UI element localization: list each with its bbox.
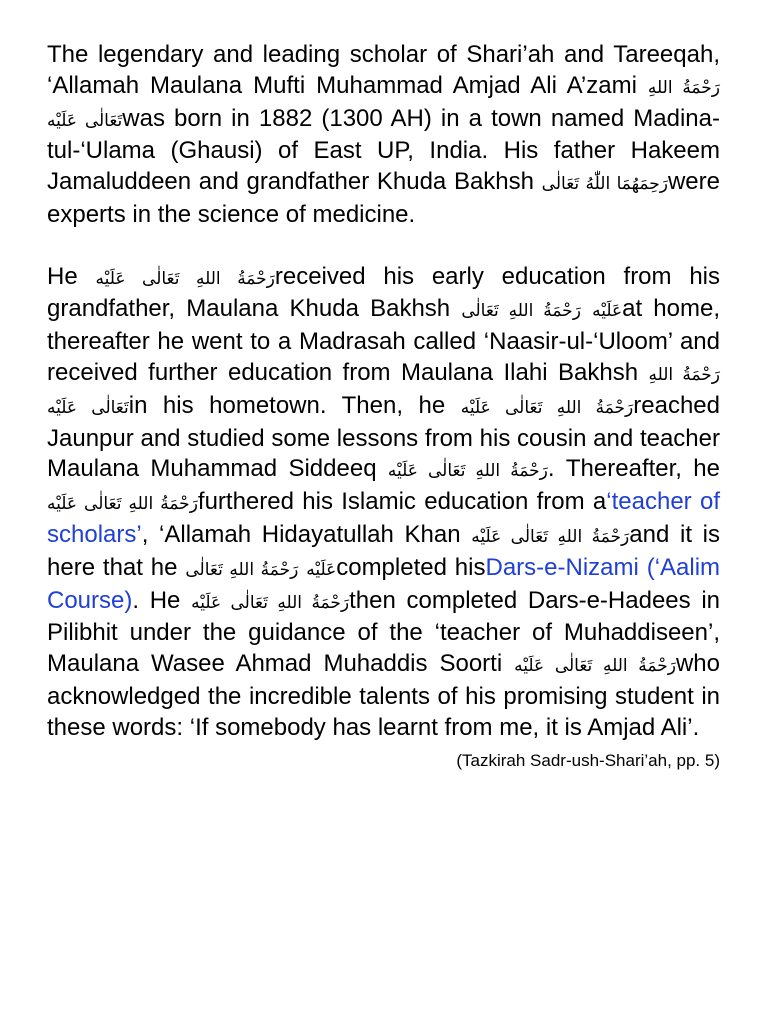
para2-text-13: who acknowledged the incredible talents of his promising student in these words: ‘If somebody has learnt from me, it is Amjad Ali’. bbox=[47, 650, 720, 741]
para2-text-10: completed his bbox=[336, 553, 486, 581]
link-teacher-of-scholars[interactable]: ‘teacher of scholars’ bbox=[47, 488, 720, 548]
para1-text-1: The legendary and leading scholar of Shari’ah and Tareeqah, ‘Allamah Maulana Mufti Muhammad Amjad Ali A’zami bbox=[47, 41, 720, 99]
para2-text-9: and it is here that he bbox=[47, 520, 720, 581]
para2-text-6: . Thereafter, he bbox=[547, 455, 720, 483]
para2-text-4: in his hometown. Then, he bbox=[128, 391, 461, 419]
arabic-honorific: رَحِمَهُمَا اللّٰهُ تَعَالٰی bbox=[541, 174, 668, 195]
para2-text-1: He bbox=[47, 262, 96, 290]
document-page bbox=[47, 40, 720, 772]
para2-text-11: . He bbox=[132, 586, 192, 614]
para2-text-3: at home, thereafter he went to a Madrasah called ‘Naasir-ul-‘Uloom’ and received further education from Maulana Ilahi Bakhsh bbox=[47, 295, 721, 386]
para2-text-5: reached Jaunpur and studied some lessons from his cousin and teacher Maulana Muhammad Siddeeq bbox=[47, 391, 720, 483]
arabic-honorific: رَحْمَةُ اللهِ تَعَالٰی عَلَيْه bbox=[471, 526, 630, 547]
para2-text-2: received his early education from his grandfather, Maulana Khuda Bakhsh bbox=[47, 262, 720, 323]
citation: (Tazkirah Sadr-ush-Shari’ah, pp. 5) bbox=[456, 750, 720, 770]
arabic-honorific: رَحْمَةُ اللهِ تَعَالٰی عَلَيْه bbox=[47, 494, 198, 515]
para2-text-12: then completed Dars-e-Hadees in Pilibhit under the guidance of the ‘teacher of Muhaddiseen’, Maulana Wasee Ahmad Muhaddis Soorti bbox=[47, 586, 720, 678]
arabic-honorific: عَلَيْه bbox=[592, 301, 623, 322]
arabic-honorific: رَحْمَةُ اللهِ تَعَالٰی bbox=[461, 301, 581, 322]
para1-text-3: were experts in the science of medicine. bbox=[47, 168, 720, 228]
paragraph-birth bbox=[47, 40, 720, 231]
para2-text-7: furthered his Islamic education from a bbox=[197, 488, 607, 516]
link-dars-e-nizami[interactable]: Dars-e-Nizami (‘Aalim Course) bbox=[47, 553, 721, 614]
paragraph-education bbox=[47, 262, 720, 744]
arabic-honorific: رَحْمَةُ اللهِ تَعَالٰی عَلَيْه bbox=[387, 461, 548, 482]
arabic-honorific: رَحْمَةُ اللهِ تَعَالٰی bbox=[185, 559, 299, 580]
arabic-honorific: رَحْمَةُ اللهِ تَعَالٰی عَلَيْه bbox=[47, 77, 720, 131]
arabic-honorific: رَحْمَةُ اللهِ تَعَالٰی عَلَيْه bbox=[514, 656, 676, 677]
arabic-honorific: عَلَيْه bbox=[306, 559, 337, 580]
arabic-honorific: رَحْمَةُ اللهِ تَعَالٰی عَلَيْه bbox=[460, 397, 634, 418]
para1-text-2: was born in 1882 (1300 AH) in a town named Madina-tul-‘Ulama (Ghausi) of East UP, India. His father Hakeem Jamaluddeen and grandfather Khuda Bakhsh bbox=[47, 104, 720, 196]
arabic-honorific: رَحْمَةُ اللهِ تَعَالٰی عَلَيْه bbox=[95, 268, 275, 289]
arabic-honorific: رَحْمَةُ اللهِ تَعَالٰی عَلَيْه bbox=[47, 364, 720, 418]
arabic-honorific: رَحْمَةُ اللهِ تَعَالٰی عَلَيْه bbox=[191, 592, 350, 613]
para2-text-8: , ‘Allamah Hidayatullah Khan bbox=[141, 520, 472, 548]
